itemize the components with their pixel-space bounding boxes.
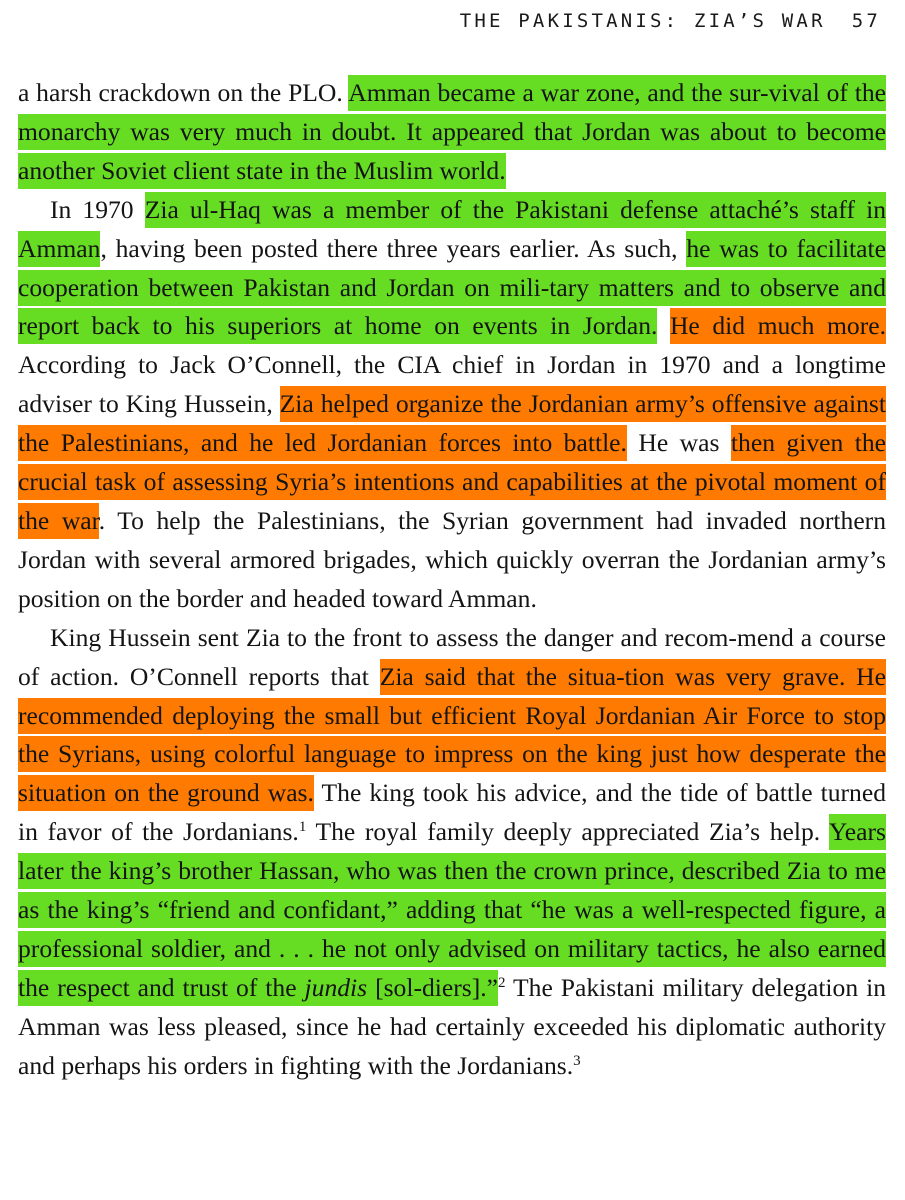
orange-highlight: He did much more.: [670, 308, 886, 344]
page-number: 57: [851, 10, 881, 32]
italic-term: jundis: [304, 972, 368, 1002]
text-run: , having been posted there three years earlier. As such,: [100, 233, 687, 263]
footnote-ref-3[interactable]: 3: [573, 1052, 581, 1069]
orange-highlight: Zia said that the situa-tion was very grave. He recommended deploying the small but efficient Royal Jordanian Air Force to stop the Syrians, using colorful language to impress on the king just how desperate the situation on the ground was.: [18, 659, 886, 812]
text-run: . To help the Palestinians, the Syrian government had invaded northern Jordan with several armored brigades, which quickly overran the Jordanian army’s position on the border and headed toward Amman.: [18, 505, 887, 613]
green-highlight: Amman became a war zone, and the sur-vival of the monarchy was very much in doubt. It appeared that Jordan was about to become another Soviet client state in the Muslim world.: [18, 75, 886, 189]
paragraph-2: [18, 191, 886, 619]
text-run: a harsh crackdown on the PLO.: [18, 78, 349, 107]
paragraph-3: [18, 619, 886, 1086]
running-head: [460, 10, 881, 32]
text-run: King Hussein sent Zia to the front to assess the danger and recom-mend a course of action. O’Connell reports that: [18, 622, 886, 691]
body-text: [18, 74, 886, 1086]
green-highlight: he was to facilitate cooperation between Pakistan and Jordan on mili-tary matters and to observe and report back to his superiors at home on events in Jordan.: [18, 231, 886, 345]
text-run: [657, 311, 670, 340]
paragraph-1: [18, 74, 886, 191]
text-run: The royal family deeply appreciated Zia’s help.: [306, 817, 829, 847]
footnote-ref-1[interactable]: 1: [298, 819, 307, 836]
text-run: According to Jack O’Connell, the CIA chief in Jordan in 1970 and a longtime adviser to King Hussein,: [18, 350, 886, 419]
text-run: He was: [626, 428, 731, 458]
text-run: In 1970: [50, 194, 145, 224]
footnote-ref-2[interactable]: 2: [498, 974, 506, 991]
text-run: The king took his advice, and the tide of battle turned in favor of the Jordanians.: [18, 778, 886, 847]
orange-highlight: then given the crucial task of assessing Syria’s intentions and capabilities at the pivotal moment of the war: [18, 425, 886, 539]
green-highlight: Zia ul-Haq was a member of the Pakistani defense attaché’s staff in Amman: [18, 192, 886, 267]
text-run: Years later the king’s brother Hassan, who was then the crown prince, described Zia to me as the king’s “friend and confidant,” adding that “he was a well-respected figure, a professional soldier, and . . . he not only advised on military tactics, he also earned the respect and trust of the: [18, 817, 886, 1002]
text-run: [sol-diers].”: [367, 972, 499, 1002]
running-title: THE PAKISTANIS: ZIA’S WAR: [459, 10, 826, 32]
orange-highlight: Zia helped organize the Jordanian army’s offensive against the Palestinians, and he led Jordanian forces into battle.: [18, 386, 886, 461]
text-run: The Pakistani military delegation in Amman was less pleased, since he had certainly exceeded his diplomatic authority and perhaps his orders in fighting with the Jordanians.: [18, 972, 887, 1080]
